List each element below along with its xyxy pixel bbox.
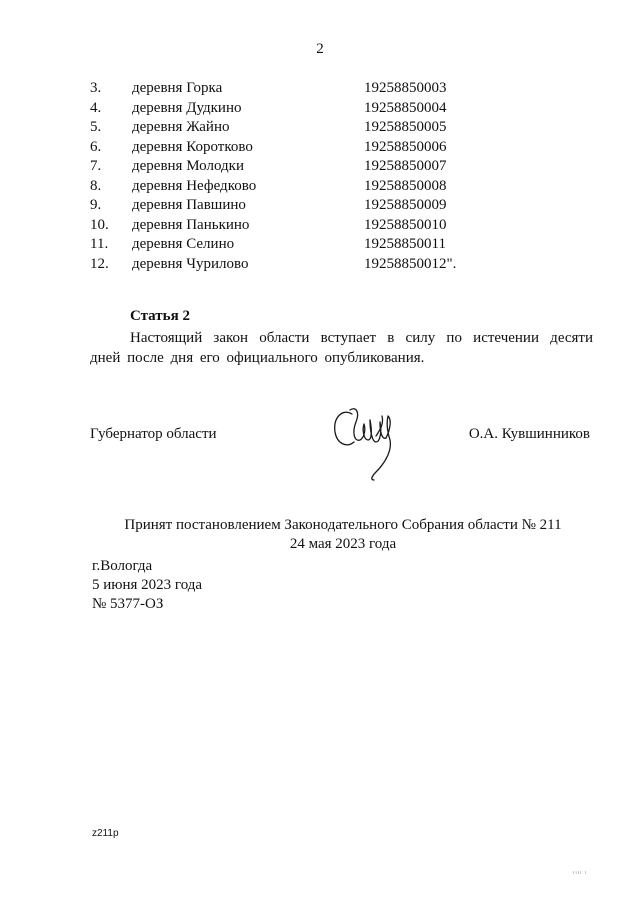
law-date: 5 июня 2023 года xyxy=(92,577,203,593)
list-item xyxy=(90,235,560,255)
item-number: 4. xyxy=(90,99,102,116)
item-number: 6. xyxy=(90,138,102,155)
document-code: z211р xyxy=(92,828,119,839)
item-name: деревня Павшино xyxy=(132,197,246,213)
item-code: 19258850008 xyxy=(364,177,447,194)
place-date-number xyxy=(92,557,202,614)
article-section xyxy=(90,307,593,368)
list-item xyxy=(90,196,560,216)
item-code: 19258850009 xyxy=(364,197,447,213)
item-code: 19258850012". xyxy=(364,255,457,272)
list-item xyxy=(90,255,560,275)
article-title: Статья 2 xyxy=(130,308,190,324)
item-number: 10. xyxy=(90,216,109,233)
adoption-note xyxy=(0,516,640,554)
item-name: деревня Горка xyxy=(132,80,223,96)
item-code: 19258850004 xyxy=(364,99,447,116)
item-number: 7. xyxy=(90,158,102,174)
item-number: 5. xyxy=(90,119,102,135)
list-item xyxy=(90,216,560,236)
item-number: 8. xyxy=(90,177,102,194)
list-item xyxy=(90,138,560,158)
item-number: 11. xyxy=(90,236,109,252)
list-item xyxy=(90,157,560,177)
handwritten-signature xyxy=(330,400,400,482)
signatory-role: Губернатор области xyxy=(90,426,217,442)
item-name: деревня Панькино xyxy=(132,216,250,233)
item-code: 19258850007 xyxy=(364,158,447,174)
scan-mark: ıııı ı xyxy=(573,870,588,876)
item-name: деревня Коротково xyxy=(132,138,253,155)
item-code: 19258850006 xyxy=(364,138,447,155)
item-name: деревня Чурилово xyxy=(132,255,249,272)
item-name: деревня Молодки xyxy=(132,158,244,174)
article-body: Настоящий закон области вступает в силу по истечении десяти дней после дня его официального опубликования. xyxy=(90,330,593,366)
item-number: 3. xyxy=(90,80,102,96)
item-number: 9. xyxy=(90,197,102,213)
adoption-line: Принят постановлением Законодательного Собрания области № 211 xyxy=(124,517,562,533)
page-number: 2 xyxy=(316,41,324,57)
settlement-list xyxy=(90,79,560,274)
adoption-date: 24 мая 2023 года xyxy=(289,536,397,552)
city: г.Вологда xyxy=(92,558,153,574)
item-name: деревня Дудкино xyxy=(132,99,242,116)
list-item xyxy=(90,99,560,119)
list-item xyxy=(90,79,560,99)
item-code: 19258850005 xyxy=(364,119,447,135)
item-code: 19258850010 xyxy=(364,216,447,233)
list-item xyxy=(90,118,560,138)
list-item xyxy=(90,177,560,197)
item-name: деревня Селино xyxy=(132,236,235,252)
item-name: деревня Нефедково xyxy=(132,177,257,194)
item-name: деревня Жайно xyxy=(132,119,230,135)
item-code: 19258850003 xyxy=(364,80,447,96)
item-code: 19258850011 xyxy=(364,236,446,252)
item-number: 12. xyxy=(90,255,109,272)
law-number: № 5377-ОЗ xyxy=(92,596,164,612)
signatory-name: О.А. Кувшинников xyxy=(468,426,590,442)
